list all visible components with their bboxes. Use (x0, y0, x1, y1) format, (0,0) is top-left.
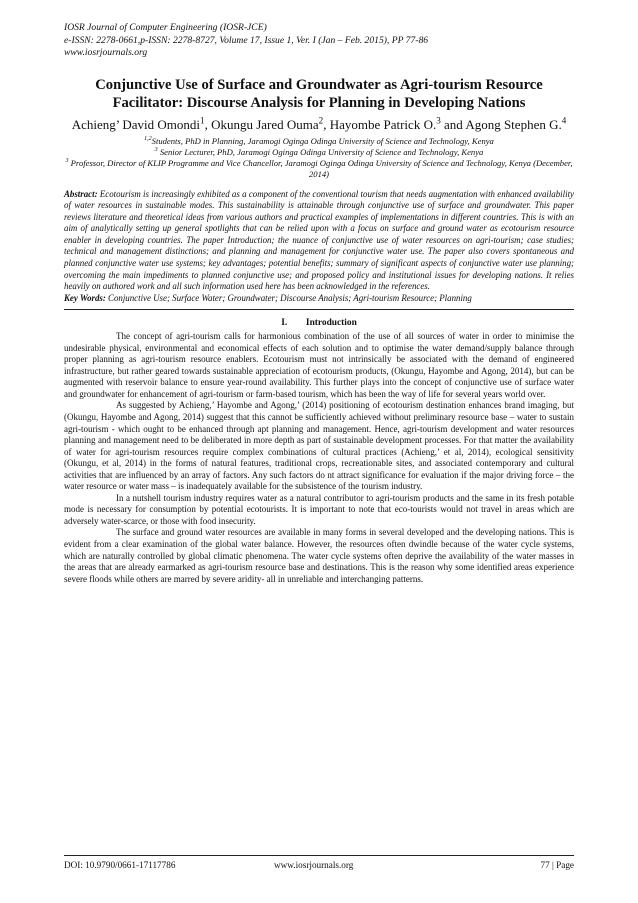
abstract-text: Ecotourism is increasingly exhibited as a component of the conventional tourism that needs augmentation with enhanced availability of water resources in sustainable modes. This sustainability is attainable through conjunctive use of surface and groundwater. This paper reviews literature and theoretical ideas from various authors and practical examples of implementations in different countries. This is with an aim of analytically setting up general spotlights that can be relied upon with a focus on surface and ground water as ecotourism resource enabler in developing countries. The paper Introduction; the nuance of conjunctive use of water resources on agri-tourism; case studies; technical and management distinctions; and planning and management for conjunctive water use. The paper also covers spontaneous and planned conjunctive water use systems; key advantages; potential benefits; summary of significant aspects of conjunctive water use planning; overcoming the main impediments to planned conjunctive use; and proposed policy and institutional issues for developing nations. It relies heavily on authored work and all such information used here has been acknowledged in the references. (64, 188, 574, 292)
paper-page (64, 22, 574, 585)
footer-site: www.iosrjournals.org (274, 860, 354, 870)
body-text (64, 331, 574, 585)
author-4: and Agong Stephen G. (440, 116, 562, 132)
abstract (64, 189, 574, 293)
affiliation-1-sup: 1,2 (144, 135, 152, 142)
journal-issn: e-ISSN: 2278-0661,p-ISSN: 2278-8727, Volume 17, Issue 1, Ver. I (Jan – Feb. 2015), PP 77-86 (64, 34, 429, 46)
journal-url: www.iosrjournals.org (64, 47, 148, 58)
affiliation-2 (64, 147, 574, 158)
author-1: Achieng’ David Omondi (71, 116, 201, 132)
author-1-sup: 1 (200, 115, 205, 126)
journal-name: IOSR Journal of Computer Engineering (IOSR-JCE) (64, 22, 267, 33)
author-list (64, 117, 574, 133)
paragraph: As suggested by Achieng,’ Hayombe and Agong,’ (2014) positioning of ecotourism destination enhances brand imaging, but (Okungu, Hayombe and Agong, 2014) suggest that this cannot be sufficiently achieved without preliminary resource base – water to sustain agri-tourism - which ought to be enhanced through apt planning and management. Hence, agri-tourism development and water resources planning and management need to be deliberated in more depth as part of sustainable development processes. For that matter the availability of water for agri-tourism resources require complex combinations of cultural practices (Achieng,’ et al, 2014), ecological sensitivity (Okungu, et al, 2014) in the forms of natural features, traditional crops, recreationable sites, and associated contemporary and cultural activities that are influenced by an array of factors. Any such factors do nt attract significance for evaluation if the major driving force – the water resource or water mass – is inadequately available for the subsistence of the tourism industry. (64, 400, 574, 492)
author-3: , Hayombe Patrick O. (323, 116, 437, 132)
paragraph: The surface and ground water resources are available in many forms in several developed and the developing nations. This is evident from a clear examination of the global water balance. However, the resources often dwindle because of the water cycle systems, which are naturally controlled by global climatic phenomena. The water cycle systems often deprive the availability of the water masses in the areas that are already earmarked as agri-tourism resource base and destinations. This is the reason why some identified areas experience severe floods while others are marred by severe aridity- all in unreliable and interchanging patterns. (64, 527, 574, 584)
section-heading (64, 317, 574, 329)
author-3-sup: 3 (436, 115, 441, 126)
paper-title: Conjunctive Use of Surface and Groundwater as Agri-tourism Resource Facilitator: Discourse Analysis for Planning in Developing Nations (95, 76, 543, 111)
footer-doi: DOI: 10.9790/0661-17117786 (64, 860, 176, 870)
affiliation-3-sup: 3 (65, 158, 69, 165)
abstract-label: Abstract: (64, 188, 98, 199)
author-4-sup: 4 (561, 115, 567, 126)
affiliation-3 (64, 158, 574, 181)
footer-page-number: 77 | Page (540, 860, 574, 870)
affiliation-3-text: Professor, Director of KLIP Programme and Vice Chancellor, Jaramogi Oginga Odinga University of Science and Technology, Kenya (December, 2014) (68, 158, 573, 180)
abstract-divider (64, 309, 574, 310)
affiliation-2-sup: 3 (154, 146, 158, 153)
author-2: , Okungu Jared Ouma (204, 116, 319, 132)
paragraph: In a nutshell tourism industry requires water as a natural contributor to agri-tourism products and the same in its fresh potable mode is necessary for consumption by potential ecotourists. It is important to note that eco-tourists would not travel in areas which are adversely water-scarce, or those with food insecurity. (64, 492, 574, 526)
keywords (64, 293, 574, 305)
paragraph: The concept of agri-tourism calls for harmonious combination of the use of all sources of water in order to minimise the undesirable physical, environmental and economical effects of each solution and to optimise the water demand/supply balance through proper planning as agri-tourism resource enablers. Ecotourism must not intrinsically be associated with the demand of engineered infrastructure, but rather geared towards sustainable appreciation of ecotourism products, (Okungu, Hayombe and Agong, 2014), but can be augmented with reservoir balance to ensure year-round availability. This further plays into the concept of conjunctive use of surface water and groundwater for enhancement of agri-tourism or farm-based tourism, which has been the way of life for several years world over. (64, 331, 574, 399)
affiliation-1 (64, 136, 574, 147)
affiliation-2-text: Senior Lecturer, PhD, Jaramogi Oginga Odinga University of Science and Technology, Kenya (157, 146, 484, 157)
author-2-sup: 2 (318, 115, 324, 126)
section-heading-text: I. Introduction (281, 318, 357, 329)
affiliation-1-text: Students, PhD in Planning, Jaramogi Oginga Odinga University of Science and Technology, Kenya (151, 135, 494, 146)
keywords-label: Key Words: (64, 292, 106, 303)
page-footer (64, 855, 574, 870)
keywords-text: Conjunctive Use; Surface Water; Groundwater; Discourse Analysis; Agri-tourism Resource; Planning (105, 292, 472, 303)
